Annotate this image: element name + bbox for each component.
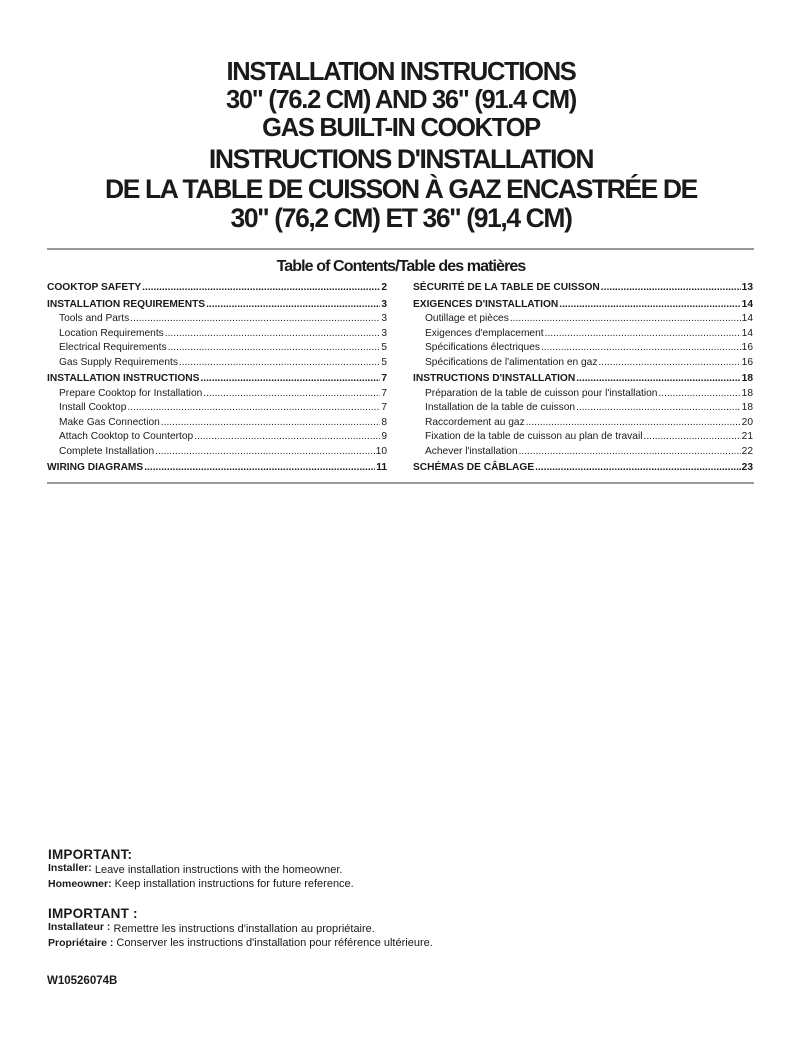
toc-entry-label: WIRING DIAGRAMS <box>47 462 144 473</box>
toc-entry-label: Spécifications de l'alimentation en gaz <box>425 356 598 368</box>
title-fr-line-3: 30" (76,2 CM) ET 36" (91,4 CM) <box>230 203 572 233</box>
toc-leader-dots <box>165 327 381 342</box>
toc-column-french <box>413 281 753 476</box>
toc-entry[interactable] <box>413 298 753 313</box>
toc-leader-dots <box>598 356 740 371</box>
toc-leader-dots <box>194 430 380 445</box>
proprietaire-label: Propriétaire : <box>48 937 114 949</box>
toc-leader-dots <box>535 461 741 476</box>
installer-note <box>48 863 748 877</box>
title-en-line-1: INSTALLATION INSTRUCTIONS <box>226 58 576 86</box>
homeowner-note <box>48 877 748 891</box>
toc-entry-label: Spécifications électriques <box>425 342 540 353</box>
toc-column-english <box>47 281 387 476</box>
toc-entry-page: 3 <box>381 327 387 339</box>
toc-entry-label: COOKTOP SAFETY <box>47 282 142 293</box>
title-en-line-3: GAS BUILT-IN COOKTOP <box>262 114 540 142</box>
toc-entry-page: 18 <box>741 387 753 399</box>
toc-entry-page: 18 <box>741 402 753 413</box>
toc-leader-dots <box>576 401 741 416</box>
toc-entry-label: Tools and Parts <box>59 313 130 324</box>
toc-leader-dots <box>545 327 741 342</box>
installer-label: Installer: <box>48 862 92 874</box>
toc-entry[interactable] <box>413 461 753 476</box>
toc-entry-page: 2 <box>381 282 387 293</box>
toc-leader-dots <box>519 445 741 460</box>
toc-entry[interactable] <box>413 430 753 445</box>
toc-entry-page: 18 <box>741 373 753 384</box>
important-notice-french <box>48 906 748 950</box>
toc-entry-label: INSTALLATION REQUIREMENTS <box>47 298 206 310</box>
installateur-note <box>48 922 748 936</box>
toc-leader-dots <box>510 312 741 327</box>
toc-entry[interactable] <box>413 356 753 371</box>
toc-leader-dots <box>142 281 380 296</box>
toc-leader-dots <box>179 356 380 371</box>
toc-entry[interactable] <box>47 281 387 296</box>
toc-entry[interactable] <box>413 312 753 327</box>
title-fr-line-2: DE LA TABLE DE CUISSON À GAZ ENCASTRÉE DE <box>105 173 697 204</box>
toc-entry[interactable] <box>413 341 753 356</box>
installateur-text: Remettre les instructions d'installation au propriétaire. <box>113 923 375 935</box>
toc-entry-page: 13 <box>741 282 753 293</box>
homeowner-label: Homeowner: <box>48 878 112 890</box>
toc-leader-dots <box>168 341 381 356</box>
toc-entry[interactable] <box>413 387 753 402</box>
toc-entry-label: Prepare Cooktop for Installation <box>59 387 203 399</box>
proprietaire-note <box>48 936 748 950</box>
toc-entry-label: Fixation de la table de cuisson au plan de travail <box>425 431 643 442</box>
important-heading: IMPORTANT: <box>48 847 133 862</box>
toc-entry[interactable] <box>47 401 387 416</box>
toc-entry[interactable] <box>47 430 387 445</box>
title-en-line-2: 30" (76.2 CM) AND 36" (91.4 CM) <box>226 86 576 114</box>
toc-entry-page: 9 <box>381 431 387 442</box>
toc-leader-dots <box>203 387 380 402</box>
toc-entry-label: Gas Supply Requirements <box>59 356 178 368</box>
toc-entry[interactable] <box>413 281 753 296</box>
toc-entry-page: 5 <box>381 356 387 368</box>
toc-entry-label: INSTALLATION INSTRUCTIONS <box>47 373 200 384</box>
toc-leader-dots <box>127 401 380 416</box>
toc-leader-dots <box>658 387 740 402</box>
toc-entry-label: INSTRUCTIONS D'INSTALLATION <box>413 373 576 384</box>
toc-leader-dots <box>643 430 740 445</box>
toc-entry[interactable] <box>47 298 387 313</box>
installer-text: Leave installation instructions with the homeowner. <box>94 864 343 876</box>
toc-leader-dots <box>526 416 741 431</box>
toc-entry[interactable] <box>413 327 753 342</box>
toc-entry-label: Complete Installation <box>59 445 155 457</box>
toc-entry[interactable] <box>47 356 387 371</box>
toc-entry-page: 7 <box>381 387 387 399</box>
toc-leader-dots <box>206 298 380 313</box>
toc-entry-label: Préparation de la table de cuisson pour l'installation <box>425 387 658 399</box>
toc-entry-label: Raccordement au gaz <box>425 416 525 428</box>
toc-entry-page: 16 <box>741 342 753 353</box>
toc-entry-page: 3 <box>381 298 387 310</box>
toc-bottom-divider <box>47 482 754 484</box>
toc-entry-page: 10 <box>375 445 387 457</box>
toc-entry-label: SCHÉMAS DE CÂBLAGE <box>413 462 535 473</box>
toc-entry-page: 14 <box>741 327 753 339</box>
toc-leader-dots <box>200 372 380 387</box>
toc-entry-page: 3 <box>381 313 387 324</box>
toc-entry-label: Outillage et pièces <box>425 313 509 324</box>
toc-entry-page: 16 <box>741 356 753 368</box>
toc-leader-dots <box>155 445 375 460</box>
toc-leader-dots <box>130 312 380 327</box>
toc-entry[interactable] <box>47 372 387 387</box>
toc-entry-page: 14 <box>741 298 753 310</box>
toc-entry-label: Install Cooktop <box>59 402 127 413</box>
toc-entry-page: 7 <box>381 402 387 413</box>
document-title <box>40 58 762 234</box>
title-fr-line-1: INSTRUCTIONS D'INSTALLATION <box>208 144 594 174</box>
toc-leader-dots <box>541 341 741 356</box>
toc-entry[interactable] <box>47 312 387 327</box>
proprietaire-text: Conserver les instructions d'installation pour référence ultérieure. <box>116 937 433 949</box>
toc-entry-label: Achever l'installation <box>425 445 518 457</box>
document-number: W10526074B <box>47 975 118 987</box>
toc-entry-label: Make Gas Connection <box>59 416 160 428</box>
toc-entry-page: 22 <box>741 445 753 457</box>
toc-entry-page: 8 <box>381 416 387 428</box>
toc-entry-page: 7 <box>381 373 387 384</box>
important-notice-english <box>48 847 748 891</box>
toc-entry[interactable] <box>47 341 387 356</box>
toc-entry-page: 21 <box>741 431 753 442</box>
toc-entry-label: Electrical Requirements <box>59 342 167 353</box>
toc-entry[interactable] <box>47 445 387 460</box>
toc-entry[interactable] <box>47 416 387 431</box>
toc-entry[interactable] <box>47 387 387 402</box>
toc-entry-label: Exigences d'emplacement <box>425 327 544 339</box>
toc-entry-label: Location Requirements <box>59 327 164 339</box>
toc-entry-label: Attach Cooktop to Countertop <box>59 431 194 442</box>
top-divider <box>47 248 754 250</box>
toc-entry-page: 5 <box>381 342 387 353</box>
installateur-label: Installateur : <box>48 921 111 933</box>
toc-leader-dots <box>559 298 740 313</box>
toc-leader-dots <box>144 461 375 476</box>
toc-entry-page: 14 <box>741 313 753 324</box>
toc-entry-label: SÉCURITÉ DE LA TABLE DE CUISSON <box>413 282 600 293</box>
toc-leader-dots <box>576 372 740 387</box>
toc-entry-label: Installation de la table de cuisson <box>425 402 576 413</box>
toc-leader-dots <box>161 416 381 431</box>
toc-entry[interactable] <box>413 445 753 460</box>
toc-entry-page: 23 <box>741 462 753 473</box>
homeowner-text: Keep installation instructions for future reference. <box>114 878 354 890</box>
toc-entry-page: 11 <box>376 462 387 473</box>
toc-entry-label: EXIGENCES D'INSTALLATION <box>413 298 559 310</box>
toc-entry-page: 20 <box>741 416 753 428</box>
toc-entry[interactable] <box>413 372 753 387</box>
toc-entry[interactable] <box>413 401 753 416</box>
toc-entry[interactable] <box>47 461 387 476</box>
toc-entry[interactable] <box>413 416 753 431</box>
toc-leader-dots <box>601 281 741 296</box>
toc-heading: Table of Contents/Table des matières <box>276 258 526 275</box>
important-heading-fr: IMPORTANT : <box>48 906 138 921</box>
toc-entry[interactable] <box>47 327 387 342</box>
